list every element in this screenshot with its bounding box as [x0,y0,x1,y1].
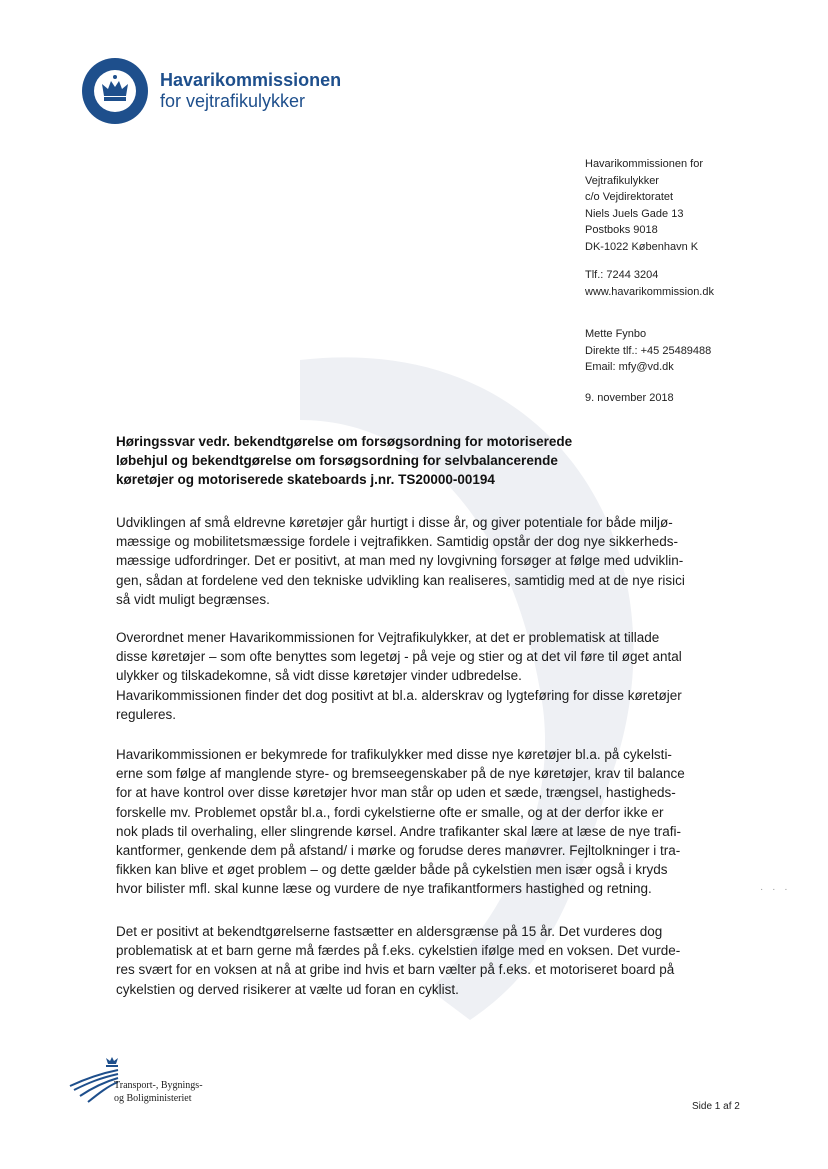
address-line: DK-1022 København K [585,240,699,253]
text-line: ulykker og tilskadekomne, så vidt disse køretøjer vinder udbredelse. [116,668,522,684]
text-line: Havarikommissionen er bekymrede for trafikulykker med disse nye køretøjer bl.a. på cykelsti- [116,747,672,762]
text-line: så vidt muligt begrænses. [116,591,270,607]
text-line: forskelle mv. Problemet opstår bl.a., fordi cykelstierne ofte er smalle, og at der derfor ikke er [116,804,664,820]
address-line: Vejtrafikulykker [585,174,659,187]
page-number: Side 1 af 2 [692,1101,740,1112]
text-line: hvor bilister mfl. skal kunne læse og vurdere de nye trafikantformers hastighed og retning. [116,881,652,897]
paragraph-4 [116,922,756,999]
text-line: kantformer, genkende dem på afstand/ i mørke og forudse deres manøvrer. Fejltolkninger i tra- [116,843,681,859]
ministry-line: Transport-, Bygnings- [114,1080,203,1091]
address-line: c/o Vejdirektoratet [585,191,674,203]
letter-date: 9. november 2018 [585,391,674,404]
address-line: Niels Juels Gade 13 [585,207,684,220]
text-line: disse køretøjer – som ofte benyttes som legetøj - på veje og stier og at det vil føre til øget antal [116,649,682,665]
text-line: erne som følge af manglende styre- og bremseegenskaber på de nye køretøjer, krav til balance [116,766,685,782]
org-name: Havarikommissionen [160,70,342,90]
website-link[interactable]: www.havarikommission.dk [585,285,714,298]
scan-dots: · · · [760,884,791,895]
text-line: mæssige og mobilitetsmæssige fordele i vejtrafikken. Samtidig opstår der dog nye sikkerheds- [116,534,678,550]
contact-email[interactable]: Email: mfy@vd.dk [585,361,674,373]
org-subname: for vejtrafikulykker [160,91,306,111]
contact-phone: Direkte tlf.: +45 25489488 [585,344,712,357]
ministry-name [114,1079,203,1105]
address-line: Postboks 9018 [585,224,658,236]
text-line: for at have kontrol over disse køretøjer hvor man står op uden et sæde, trængsel, hastigheds- [116,785,676,801]
org-logo [80,56,341,126]
text-line: Havarikommissionen finder det dog positivt at bl.a. alderskrav og lygteføring for disse køretøjer [116,687,682,703]
text-line: reguleres. [116,706,177,722]
text-line: cykelstien og derved risikerer at vælte ud foran en cyklist. [116,981,459,997]
crown-emblem-icon [80,56,150,126]
text-line: mæssige udfordringer. Det er positivt, at man med ny lovgivning forsøger at følge med udviklin- [116,553,684,569]
text-line: fikken kan blive et øget problem – og dette gælder både på cykelstien men især også i kryds [116,862,668,878]
paragraph-1 [116,513,756,609]
text-line: gen, sådan at fordelene ved den tekniske udvikling kan realiseres, samtidig med at de nye risici [116,572,685,588]
subject-heading [116,432,716,489]
address-line: Havarikommissionen for [585,158,703,170]
paragraph-2 [116,628,756,724]
text-line: nok plads til overhaling, eller slingrende kørsel. Andre trafikanter skal lære at læse de nye trafi- [116,823,682,839]
paragraph-3 [116,745,756,899]
subject-line: køretøjer og motoriserede skateboards j.nr. TS20000-00194 [116,472,495,487]
text-line: Det er positivt at bekendtgørelserne fastsætter en aldersgrænse på 15 år. Det vurderes dog [116,924,663,939]
text-line: res svært for en voksen at nå at gribe ind hvis et barn vælter på f.eks. et motoriseret board på [116,962,675,978]
ministry-line: og Boligministeriet [114,1093,192,1104]
contact-name: Mette Fynbo [585,328,647,340]
sender-block [585,156,714,406]
text-line: Udviklingen af små eldrevne køretøjer går hurtigt i disse år, og giver potentiale for både miljø- [116,515,673,530]
subject-line: Høringssvar vedr. bekendtgørelse om forsøgsordning for motoriserede [116,434,573,449]
phone: Tlf.: 7244 3204 [585,269,659,281]
text-line: Overordnet mener Havarikommissionen for Vejtrafikulykker, at det er problematisk at tillade [116,630,660,645]
subject-line: løbehjul og bekendtgørelse om forsøgsordning for selvbalancerende [116,453,558,468]
text-line: problematisk at et barn gerne må færdes på f.eks. cykelstien ifølge med en voksen. Det vurde- [116,943,681,959]
